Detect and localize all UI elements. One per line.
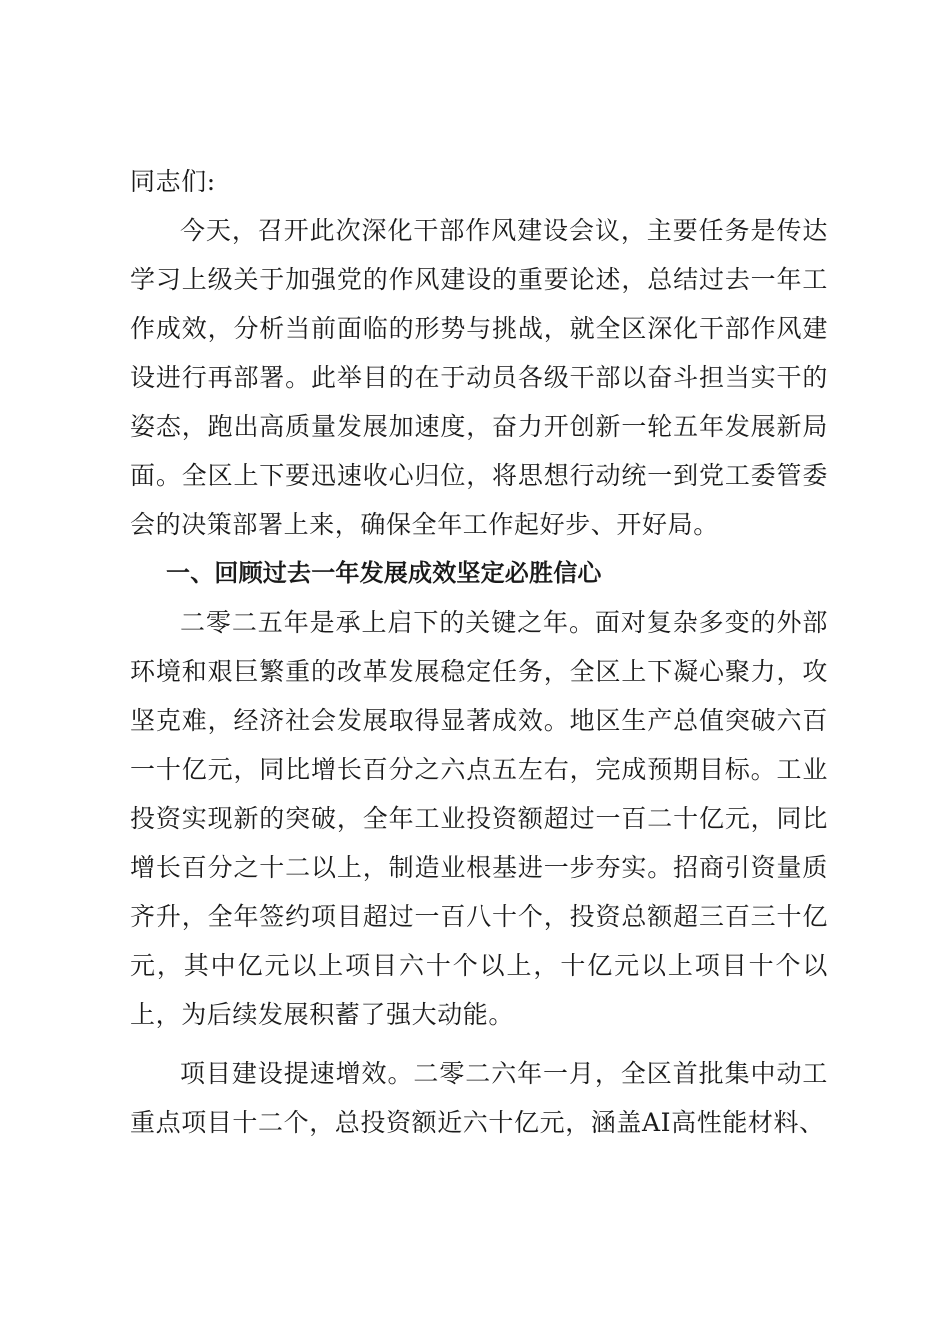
section-paragraph-1: 二零二五年是承上启下的关键之年。面对复杂多变的外部环境和艰巨繁重的改革发展稳定任务，全区上下凝心聚力，攻坚克难，经济社会发展取得显著成效。地区生产总值突破六百一十亿元，同比增长百分之六点五左右，完成预期目标。工业投资实现新的突破，全年工业投资额超过一百二十亿元，同比增长百分之十二以上，制造业根基进一步夯实。招商引资量质齐升，全年签约项目超过一百八十个，投资总额超三百三十亿元，其中亿元以上项目六十个以上，十亿元以上项目十个以上，为后续发展积蓄了强大动能。 <box>130 608 828 1029</box>
document-body <box>130 157 828 1147</box>
salutation: 同志们: <box>130 167 216 196</box>
opening-paragraph: 今天，召开此次深化干部作风建设会议，主要任务是传达学习上级关于加强党的作风建设的重要论述，总结过去一年工作成效，分析当前面临的形势与挑战，就全区深化干部作风建设进行再部署。此举目的在于动员各级干部以奋斗担当实干的姿态，跑出高质量发展加速度，奋力开创新一轮五年发展新局面。全区上下要迅速收心归位，将思想行动统一到党工委管委会的决策部署上来，确保全年工作起好步、开好局。 <box>130 216 828 539</box>
section-paragraph-2: 项目建设提速增效。二零二六年一月，全区首批集中动工重点项目十二个，总投资额近六十亿元，涵盖AI高性能材料、 <box>130 1059 828 1137</box>
section-heading: 一、回顾过去一年发展成效坚定必胜信心 <box>166 559 602 587</box>
